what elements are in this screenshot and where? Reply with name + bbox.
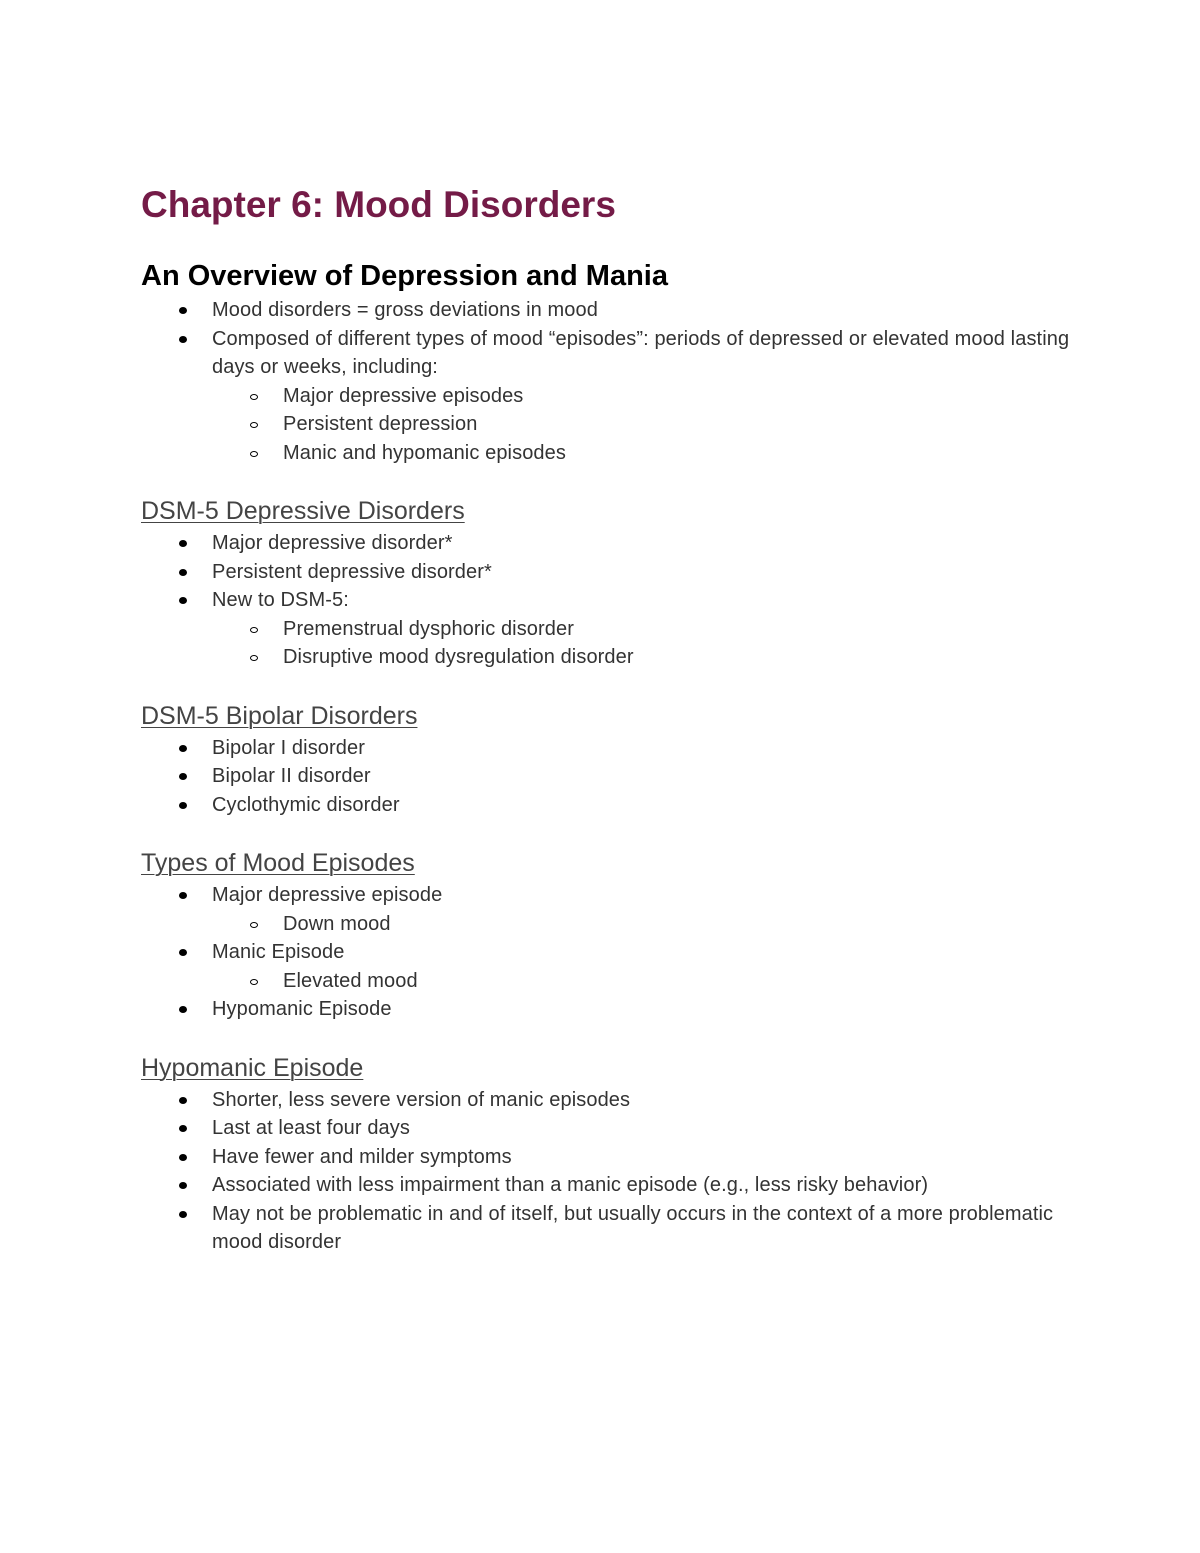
list-item	[212, 558, 1081, 587]
hollow-bullet-icon	[250, 922, 258, 928]
list-item-text: Persistent depressive disorder*	[212, 560, 492, 583]
bullet-icon	[179, 1125, 187, 1132]
hypomanic-episode-list	[141, 1086, 1081, 1257]
chapter-title: Chapter 6: Mood Disorders	[141, 184, 616, 225]
sub-list-item	[283, 410, 1081, 439]
list-item	[212, 1114, 1081, 1143]
hollow-bullet-icon	[250, 627, 258, 633]
bullet-icon	[179, 336, 187, 343]
episode-sublist	[212, 967, 1081, 996]
list-item	[212, 586, 1081, 672]
list-item-text: Composed of different types of mood “episodes”: periods of depressed or elevated mood lasting days or weeks, including:	[212, 327, 1070, 378]
list-item-text: Last at least four days	[212, 1117, 410, 1139]
list-item	[212, 734, 1081, 763]
overview-heading: An Overview of Depression and Mania	[141, 260, 668, 292]
list-item	[212, 296, 1081, 325]
list-item	[212, 1171, 1081, 1200]
bipolar-disorders-heading: DSM-5 Bipolar Disorders	[141, 701, 418, 730]
depressive-disorders-list	[141, 529, 1081, 672]
list-item	[212, 995, 1081, 1024]
sub-list-item	[283, 910, 1081, 939]
bullet-icon	[179, 745, 187, 752]
list-item-text: Shorter, less severe version of manic episodes	[212, 1088, 631, 1111]
sub-list-item	[283, 643, 1081, 672]
list-item	[212, 529, 1081, 558]
bullet-icon	[179, 307, 187, 314]
list-item-text: Bipolar II disorder	[212, 765, 371, 787]
sub-list-item	[283, 382, 1081, 411]
hollow-bullet-icon	[250, 655, 258, 661]
hollow-bullet-icon	[250, 979, 258, 985]
list-item-text: New to DSM-5:	[212, 589, 349, 611]
bullet-icon	[179, 540, 187, 547]
bullet-icon	[179, 802, 187, 809]
list-item-text: Mood disorders = gross deviations in mood	[212, 299, 598, 321]
sub-list-item	[283, 967, 1081, 996]
list-item	[212, 1086, 1081, 1115]
depressive-sublist	[212, 615, 1081, 672]
overview-list	[141, 296, 1081, 467]
list-item	[212, 762, 1081, 791]
hollow-bullet-icon	[250, 422, 258, 428]
bullet-icon	[179, 1097, 187, 1104]
list-item	[212, 881, 1081, 938]
bullet-icon	[179, 1006, 187, 1013]
bullet-icon	[179, 1182, 187, 1189]
list-item-text: Associated with less impairment than a manic episode (e.g., less risky behavior)	[212, 1174, 929, 1196]
document-page	[141, 183, 1081, 1257]
sub-list-item-text: Manic and hypomanic episodes	[283, 441, 566, 464]
bullet-icon	[179, 892, 187, 899]
bullet-icon	[179, 597, 187, 604]
list-item	[212, 1200, 1081, 1257]
sub-list-item-text: Persistent depression	[283, 413, 478, 435]
episode-sublist	[212, 910, 1081, 939]
list-item-text: Bipolar I disorder	[212, 736, 365, 759]
list-item	[212, 791, 1081, 820]
hypomanic-episode-heading: Hypomanic Episode	[141, 1053, 364, 1082]
sub-list-item	[283, 615, 1081, 644]
list-item-text: Have fewer and milder symptoms	[212, 1145, 512, 1168]
list-item-text: Hypomanic Episode	[212, 998, 392, 1020]
bullet-icon	[179, 569, 187, 576]
bullet-icon	[179, 773, 187, 780]
mood-episodes-list	[141, 881, 1081, 1024]
list-item	[212, 1143, 1081, 1172]
hollow-bullet-icon	[250, 451, 258, 457]
list-item-text: Cyclothymic disorder	[212, 793, 400, 816]
bullet-icon	[179, 1211, 187, 1218]
list-item-text: Major depressive disorder*	[212, 532, 453, 554]
bipolar-disorders-list	[141, 734, 1081, 820]
sub-list-item-text: Disruptive mood dysregulation disorder	[283, 646, 634, 668]
mood-episodes-heading: Types of Mood Episodes	[141, 849, 415, 877]
hollow-bullet-icon	[250, 394, 258, 400]
sub-list-item-text: Down mood	[283, 912, 391, 935]
depressive-disorders-heading: DSM-5 Depressive Disorders	[141, 497, 465, 525]
sub-list-item-text: Premenstrual dysphoric disorder	[283, 617, 575, 640]
sub-list-item-text: Major depressive episodes	[283, 384, 524, 407]
list-item	[212, 938, 1081, 995]
sub-list-item-text: Elevated mood	[283, 969, 418, 992]
bullet-icon	[179, 1154, 187, 1161]
sub-list-item	[283, 439, 1081, 468]
overview-sublist	[212, 382, 1081, 468]
list-item	[212, 325, 1081, 468]
list-item-text: May not be problematic in and of itself, but usually occurs in the context of a more problematic mood disorder	[212, 1202, 1054, 1253]
list-item-text: Manic Episode	[212, 941, 345, 963]
bullet-icon	[179, 949, 187, 956]
list-item-text: Major depressive episode	[212, 884, 443, 906]
